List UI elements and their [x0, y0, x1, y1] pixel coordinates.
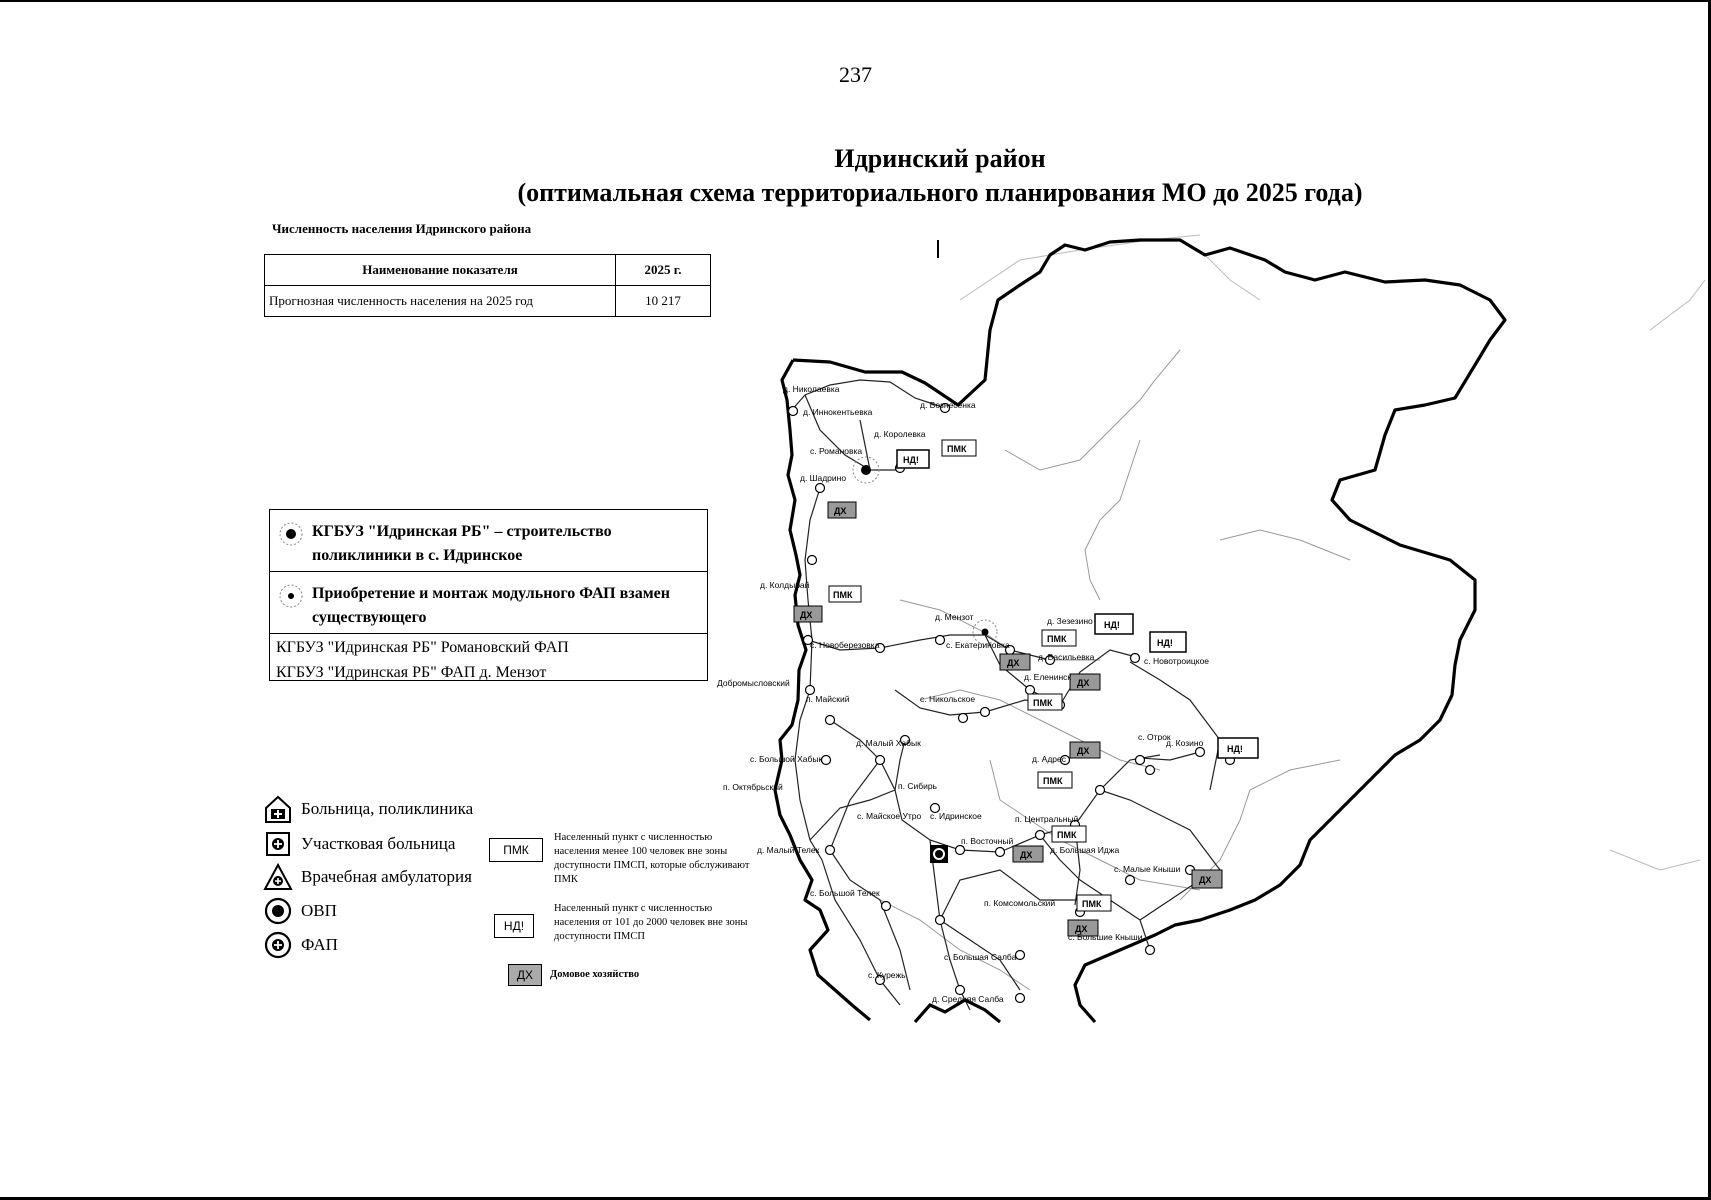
settlement-markers	[789, 404, 1235, 1003]
place-label: п. Сибирь	[898, 781, 937, 791]
legend-label: Врачебная амбулатория	[301, 867, 472, 886]
place-label: с. Новотроицкое	[1144, 656, 1210, 666]
place-label: с. Отрок	[1138, 732, 1171, 742]
svg-text:ПМК: ПМК	[1033, 698, 1053, 708]
key-dx-text: Домовое хозяйство	[550, 969, 640, 980]
place-label: д. Козино	[1166, 738, 1204, 748]
action-row-text: КГБУЗ "Идринская РБ" – строительство поликлиники в с. Идринское	[312, 523, 612, 564]
page-number: 237	[839, 62, 872, 87]
svg-text:НД!: НД!	[1227, 744, 1243, 754]
road-network	[790, 380, 1220, 1010]
svg-text:НД!: НД!	[1104, 620, 1120, 630]
svg-text:НД!: НД!	[903, 455, 919, 465]
place-label: с. Большой Хабык	[750, 754, 823, 764]
svg-text:ПМК: ПМК	[1057, 830, 1077, 840]
place-label: д. Шадрино	[800, 473, 847, 483]
action-line-romanovsky: КГБУЗ "Идринская РБ" Романовский ФАП	[276, 639, 569, 656]
place-label: с. Новоберезовка	[810, 640, 880, 650]
table-header-cell: Наименование показателя	[265, 255, 616, 286]
svg-text:ДХ: ДХ	[1199, 875, 1212, 885]
place-label: с. Майское Утро	[857, 811, 922, 821]
title-line-2: (оптимальная схема территориального планирования МО до 2025 года)	[517, 178, 1363, 207]
svg-text:ПМК: ПМК	[1043, 776, 1063, 786]
place-label: с. Большая Салба	[944, 952, 1017, 962]
svg-text:ПМК: ПМК	[1082, 899, 1102, 909]
table-header-cell: 2025 г.	[616, 255, 711, 286]
place-label: с. Екатериновка	[946, 640, 1010, 650]
svg-text:ПМК: ПМК	[833, 590, 853, 600]
key-dx-tag: ДХ	[508, 964, 542, 986]
svg-text:ДХ: ДХ	[1007, 658, 1020, 668]
svg-text:ДХ: ДХ	[1077, 678, 1090, 688]
place-label: с. Никольское	[920, 694, 976, 704]
place-label: с. Большие Кныши	[1068, 932, 1143, 942]
place-label: п. Комсомольский	[984, 898, 1056, 908]
place-label: д. Еленинск	[1024, 672, 1072, 682]
place-label: д. Колдыбай	[760, 580, 810, 590]
highlighted-facilities	[853, 457, 997, 863]
legend-label: Больница, поликлиника	[301, 799, 474, 818]
legend-label: ОВП	[301, 901, 337, 920]
svg-text:ПМК: ПМК	[1047, 634, 1067, 644]
legend-label: Участковая больница	[301, 834, 456, 853]
legend-label: ФАП	[301, 935, 338, 954]
place-label: д. Зезезино	[1047, 616, 1093, 626]
table-cell: 10 217	[616, 286, 711, 317]
action-row-text: Приобретение и монтаж модульного ФАП взамен существующего	[312, 585, 670, 626]
place-label: д. Малый Телек	[757, 845, 820, 855]
place-label: д. Николаевка	[783, 384, 840, 394]
svg-text:ДХ: ДХ	[800, 610, 813, 620]
place-label: Добромысловский	[717, 678, 790, 688]
district-boundary-west	[775, 360, 870, 1020]
place-label: п. Октябрьский	[723, 782, 783, 792]
place-label: с. Малые Кныши	[1114, 864, 1181, 874]
place-label: д. Королевка	[874, 429, 926, 439]
place-labels	[717, 384, 1212, 1004]
svg-text:ДХ: ДХ	[1075, 924, 1088, 934]
place-label: д. Мензот	[935, 612, 974, 622]
place-label: п. Восточный	[961, 836, 1014, 846]
place-label: д. Адрес	[1032, 754, 1067, 764]
place-label: с. Идринское	[930, 811, 982, 821]
place-label: д. Васильевка	[1038, 652, 1095, 662]
action-line-menzot: КГБУЗ "Идринская РБ" ФАП д. Мензот	[276, 664, 547, 681]
population-table-caption: Численность населения Идринского района	[272, 221, 532, 236]
place-label: с. Романовка	[810, 446, 863, 456]
place-label: с. Большой Телек	[810, 888, 880, 898]
key-nd-text: Населенный пункт с численностью населения от 101 до 2000 человек вне зоны доступности ПМСП	[554, 903, 748, 942]
place-label: д. Средняя Салба	[932, 994, 1004, 1004]
svg-text:ДХ: ДХ	[1020, 850, 1033, 860]
district-boundary	[793, 240, 1505, 1022]
svg-text:ПМК: ПМК	[947, 444, 967, 454]
place-label: д. Иннокентьевка	[803, 407, 873, 417]
key-pmk-text: Населенный пункт с численностью населения менее 100 человек вне зоны доступности ПМСП, которые обслуживают ПМК	[554, 832, 750, 885]
place-label: с. Курежь	[868, 970, 906, 980]
place-label: п. Центральный	[1015, 814, 1079, 824]
place-label: д. Большая Иджа	[1050, 845, 1120, 855]
svg-text:НД!: НД!	[1157, 638, 1173, 648]
place-label: д. Малый Хабык	[856, 738, 921, 748]
svg-text:ДХ: ДХ	[1077, 746, 1090, 756]
key-pmk-tag: ПМК	[489, 838, 543, 862]
table-cell: Прогнозная численность населения на 2025 год	[265, 286, 616, 317]
place-label: д. Вознесенка	[920, 400, 976, 410]
key-nd-tag: НД!	[494, 914, 534, 938]
place-label: п. Майский	[806, 694, 850, 704]
svg-text:ДХ: ДХ	[834, 506, 847, 516]
title-line-1: Идринский район	[834, 144, 1046, 173]
